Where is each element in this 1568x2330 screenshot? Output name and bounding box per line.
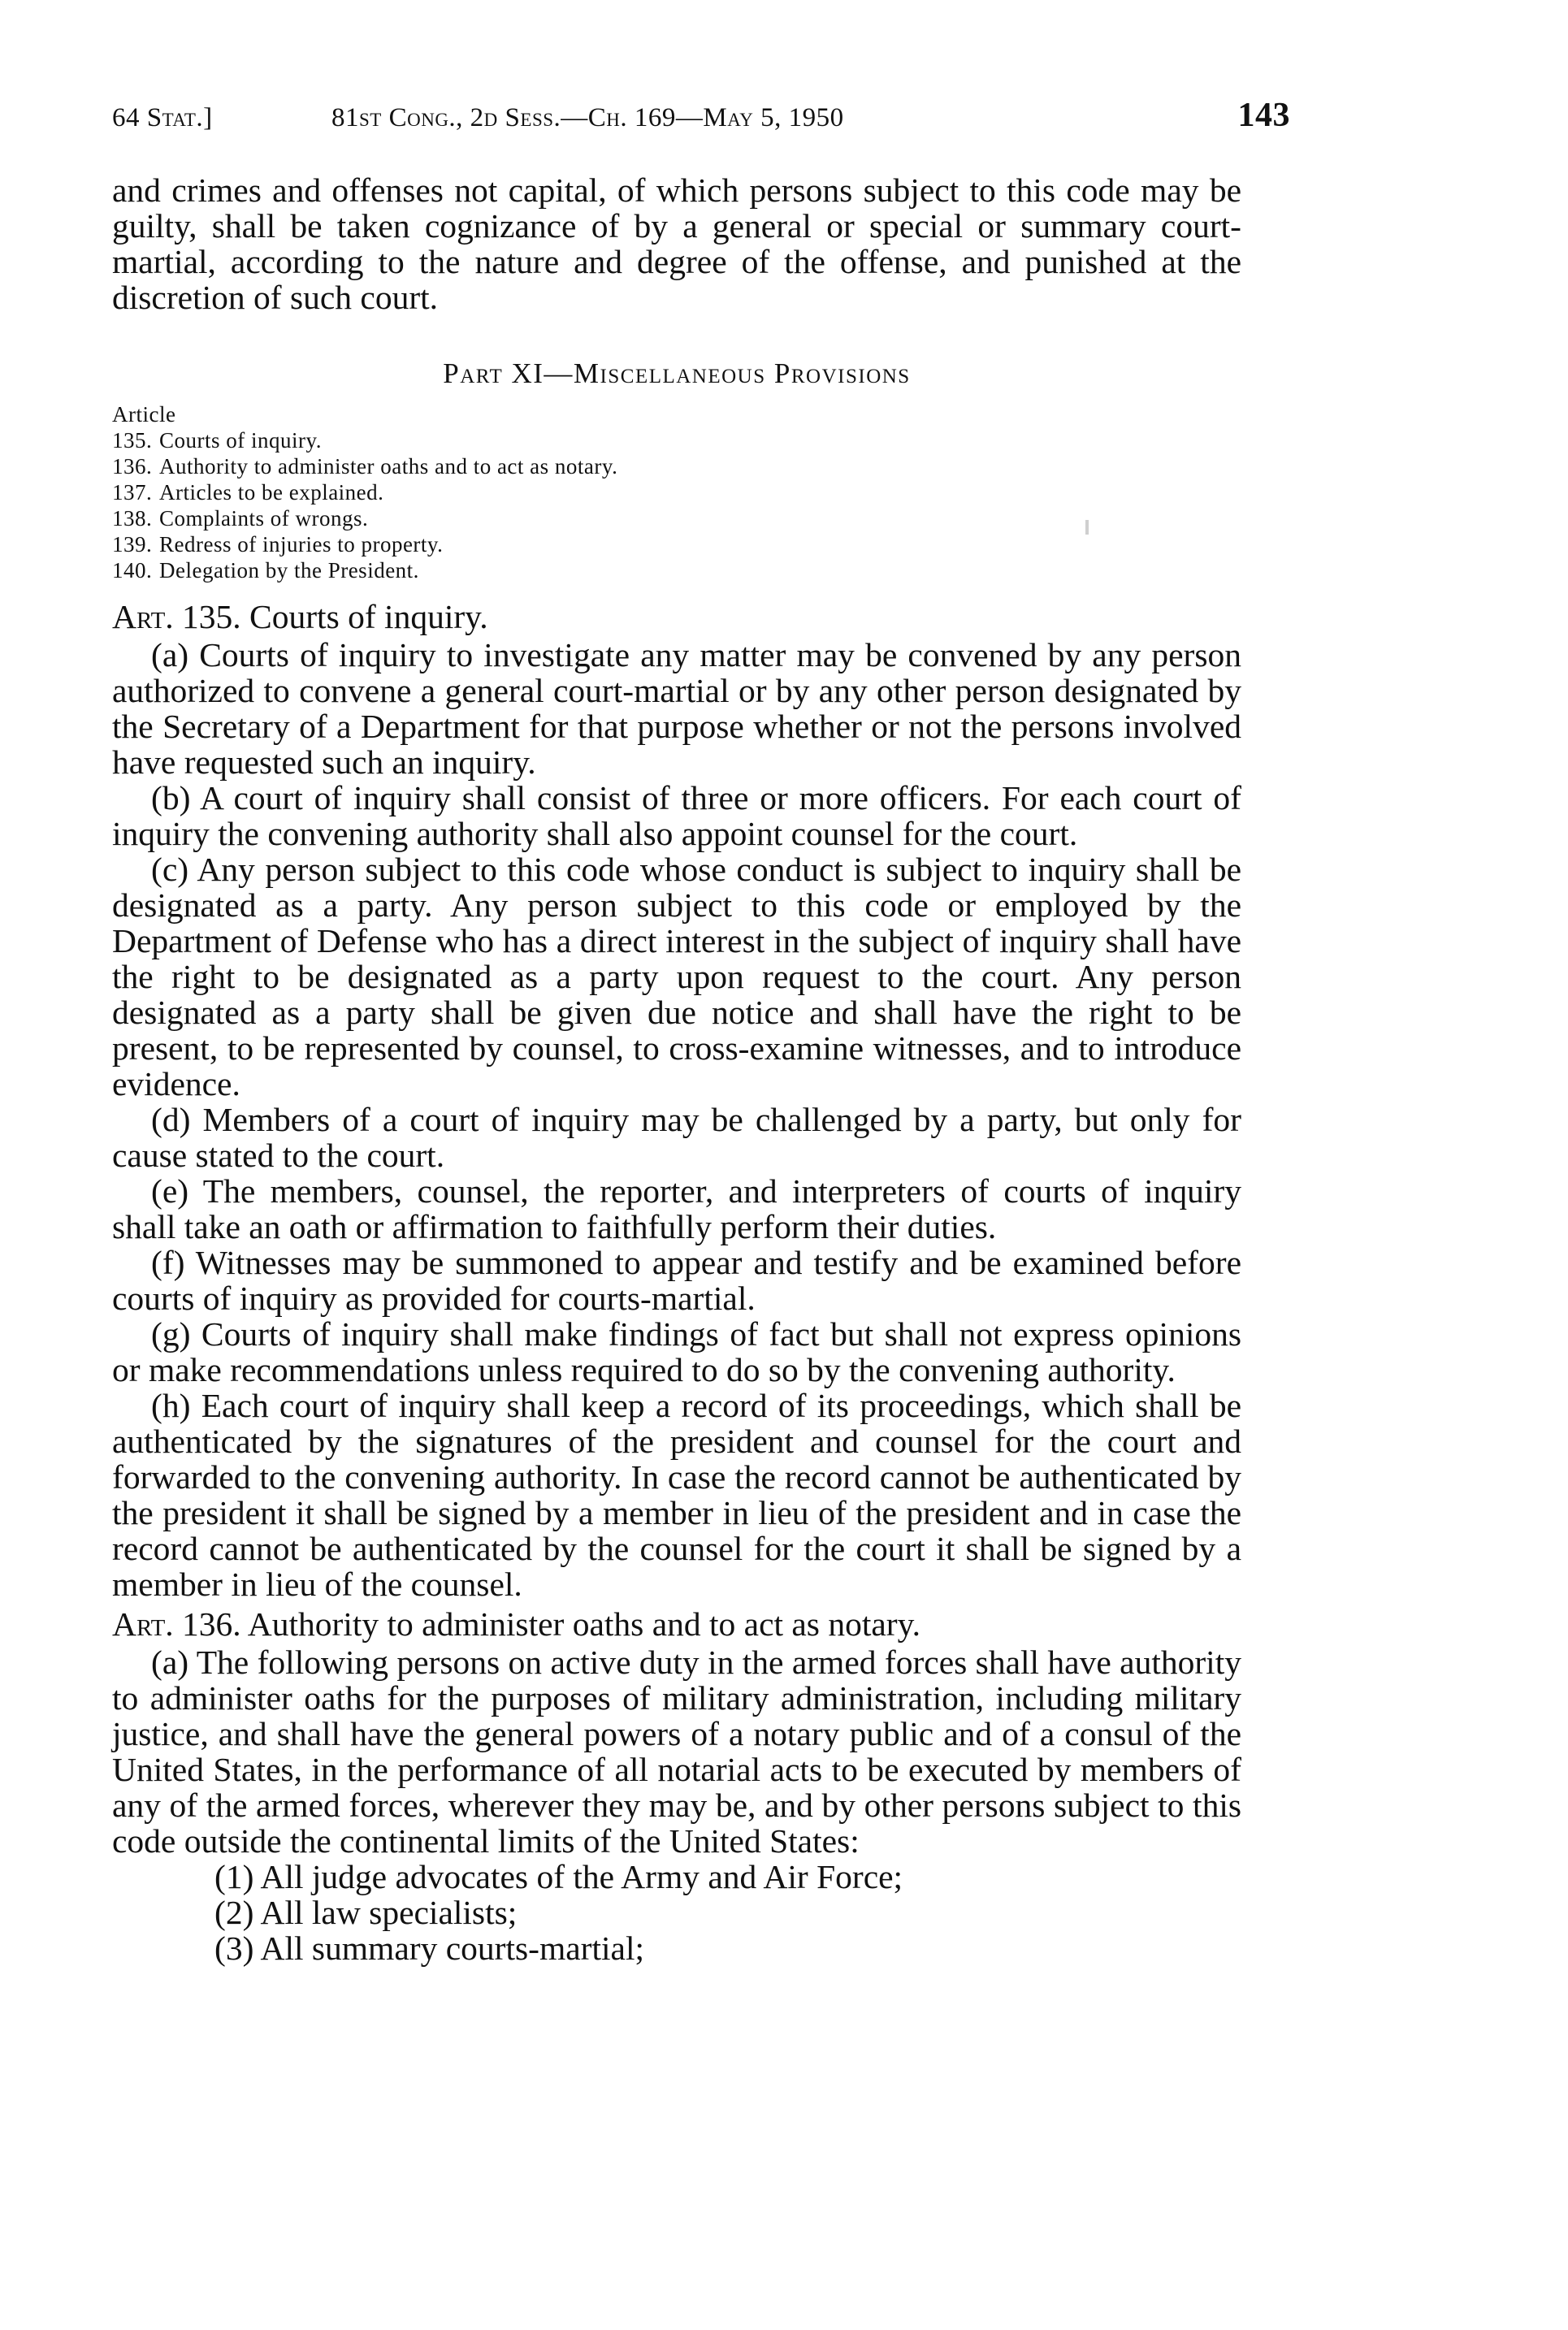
article-136-subitem-2: (2) All law specialists; bbox=[214, 1894, 518, 1931]
statute-page bbox=[112, 96, 1290, 1967]
toc-item-number: 139. bbox=[112, 532, 153, 557]
toc-item bbox=[112, 531, 1241, 557]
article-135-paragraph-a: (a) Courts of inquiry to investigate any matter may be convened by any person authorized to convene a general court-martial or by any other person designated by the Secretary of a Department for that purpose whether or not the persons involved have requested such an inquiry. bbox=[112, 636, 1241, 781]
article-135-paragraph-f: (f) Witnesses may be summoned to appear and testify and be examined before courts of inquiry as provided for courts-martial. bbox=[112, 1244, 1241, 1317]
article-136-subitem-3: (3) All summary courts-martial; bbox=[214, 1929, 645, 1967]
article-135-paragraph-h: (h) Each court of inquiry shall keep a record of its proceedings, which shall be authenticated by the signatures of the president and counsel for the court and forwarded to the convening authority. In case the record cannot be authenticated by the president it shall be signed by a member in lieu of the president and in case the record cannot be authenticated by the counsel for the court it shall be signed by a member in lieu of the counsel. bbox=[112, 1387, 1241, 1603]
page-number: 143 bbox=[1237, 97, 1290, 134]
toc-item-title: Complaints of wrongs. bbox=[159, 506, 369, 531]
toc-item-title: Articles to be explained. bbox=[159, 480, 384, 505]
statute-volume-ref: 64 Stat.] bbox=[112, 103, 213, 132]
toc-item-number: 138. bbox=[112, 506, 153, 531]
article-label: Art. bbox=[112, 598, 174, 635]
scan-speck-mark bbox=[1085, 520, 1089, 535]
toc-item-title: Authority to administer oaths and to act as notary. bbox=[159, 454, 618, 479]
article-table-of-contents bbox=[112, 401, 1241, 583]
article-title: 136. Authority to administer oaths and to act as notary. bbox=[182, 1605, 921, 1643]
article-136-heading bbox=[112, 1605, 1241, 1643]
toc-item-number: 136. bbox=[112, 454, 153, 479]
article-135-paragraph-e: (e) The members, counsel, the reporter, and interpreters of courts of inquiry shall take an oath or affirmation to faithfully perform their duties. bbox=[112, 1172, 1241, 1245]
article-135-paragraph-b: (b) A court of inquiry shall consist of three or more officers. For each court of inquiry the convening authority shall also appoint counsel for the court. bbox=[112, 779, 1241, 852]
toc-item-title: Delegation by the President. bbox=[159, 558, 419, 582]
toc-item bbox=[112, 453, 1241, 479]
toc-item bbox=[112, 557, 1241, 583]
article-136-paragraph-a: (a) The following persons on active duty in the armed forces shall have authority to administer oaths for the purposes of military administration, including military justice, and shall have the general powers of a notary public and of a consul of the United States, in the performance of all notarial acts to be executed by members of any of the armed forces, wherever they may be, and by other persons subject to this code outside the continental limits of the United States: bbox=[112, 1644, 1241, 1860]
article-135-paragraph-g: (g) Courts of inquiry shall make findings of fact but shall not express opinions or make recommendations unless required to do so by the convening authority. bbox=[112, 1315, 1241, 1388]
article-135-heading bbox=[112, 598, 1241, 635]
toc-item-number: 137. bbox=[112, 480, 153, 505]
toc-item-title: Redress of injuries to property. bbox=[159, 532, 444, 557]
page-header bbox=[112, 96, 1290, 135]
article-label: Art. bbox=[112, 1605, 174, 1643]
article-title: 135. Courts of inquiry. bbox=[182, 598, 488, 635]
toc-item-number: 135. bbox=[112, 428, 153, 453]
article-135-paragraph-d: (d) Members of a court of inquiry may be challenged by a party, but only for cause stated to the court. bbox=[112, 1101, 1241, 1174]
article-136-subitem-1: (1) All judge advocates of the Army and Air Force; bbox=[214, 1858, 903, 1895]
toc-item bbox=[112, 479, 1241, 505]
toc-item bbox=[112, 427, 1241, 453]
toc-item-number: 140. bbox=[112, 558, 153, 582]
article-135-paragraph-c: (c) Any person subject to this code whose conduct is subject to inquiry shall be designated as a party. Any person subject to this code or employed by the Department of Defense who has a direct interest in the subject of inquiry shall have the right to be designated as a party upon request to the court. Any person designated as a party shall be given due notice and shall have the right to be present, to be represented by counsel, to cross-examine witnesses, and to introduce evidence. bbox=[112, 851, 1241, 1102]
opening-paragraph: and crimes and offenses not capital, of which persons subject to this code may be guilty, shall be taken cognizance of by a general or special or summary court-martial, according to the nature and degree of the offense, and punished at the discretion of such court. bbox=[112, 171, 1241, 316]
toc-item-title: Courts of inquiry. bbox=[159, 428, 322, 453]
session-chapter-date: 81st Cong., 2d Sess.—Ch. 169—May 5, 1950 bbox=[331, 103, 844, 132]
toc-heading: Article bbox=[112, 402, 176, 427]
part-title: Part XI—Miscellaneous Provisions bbox=[443, 357, 911, 389]
toc-item bbox=[112, 505, 1241, 531]
